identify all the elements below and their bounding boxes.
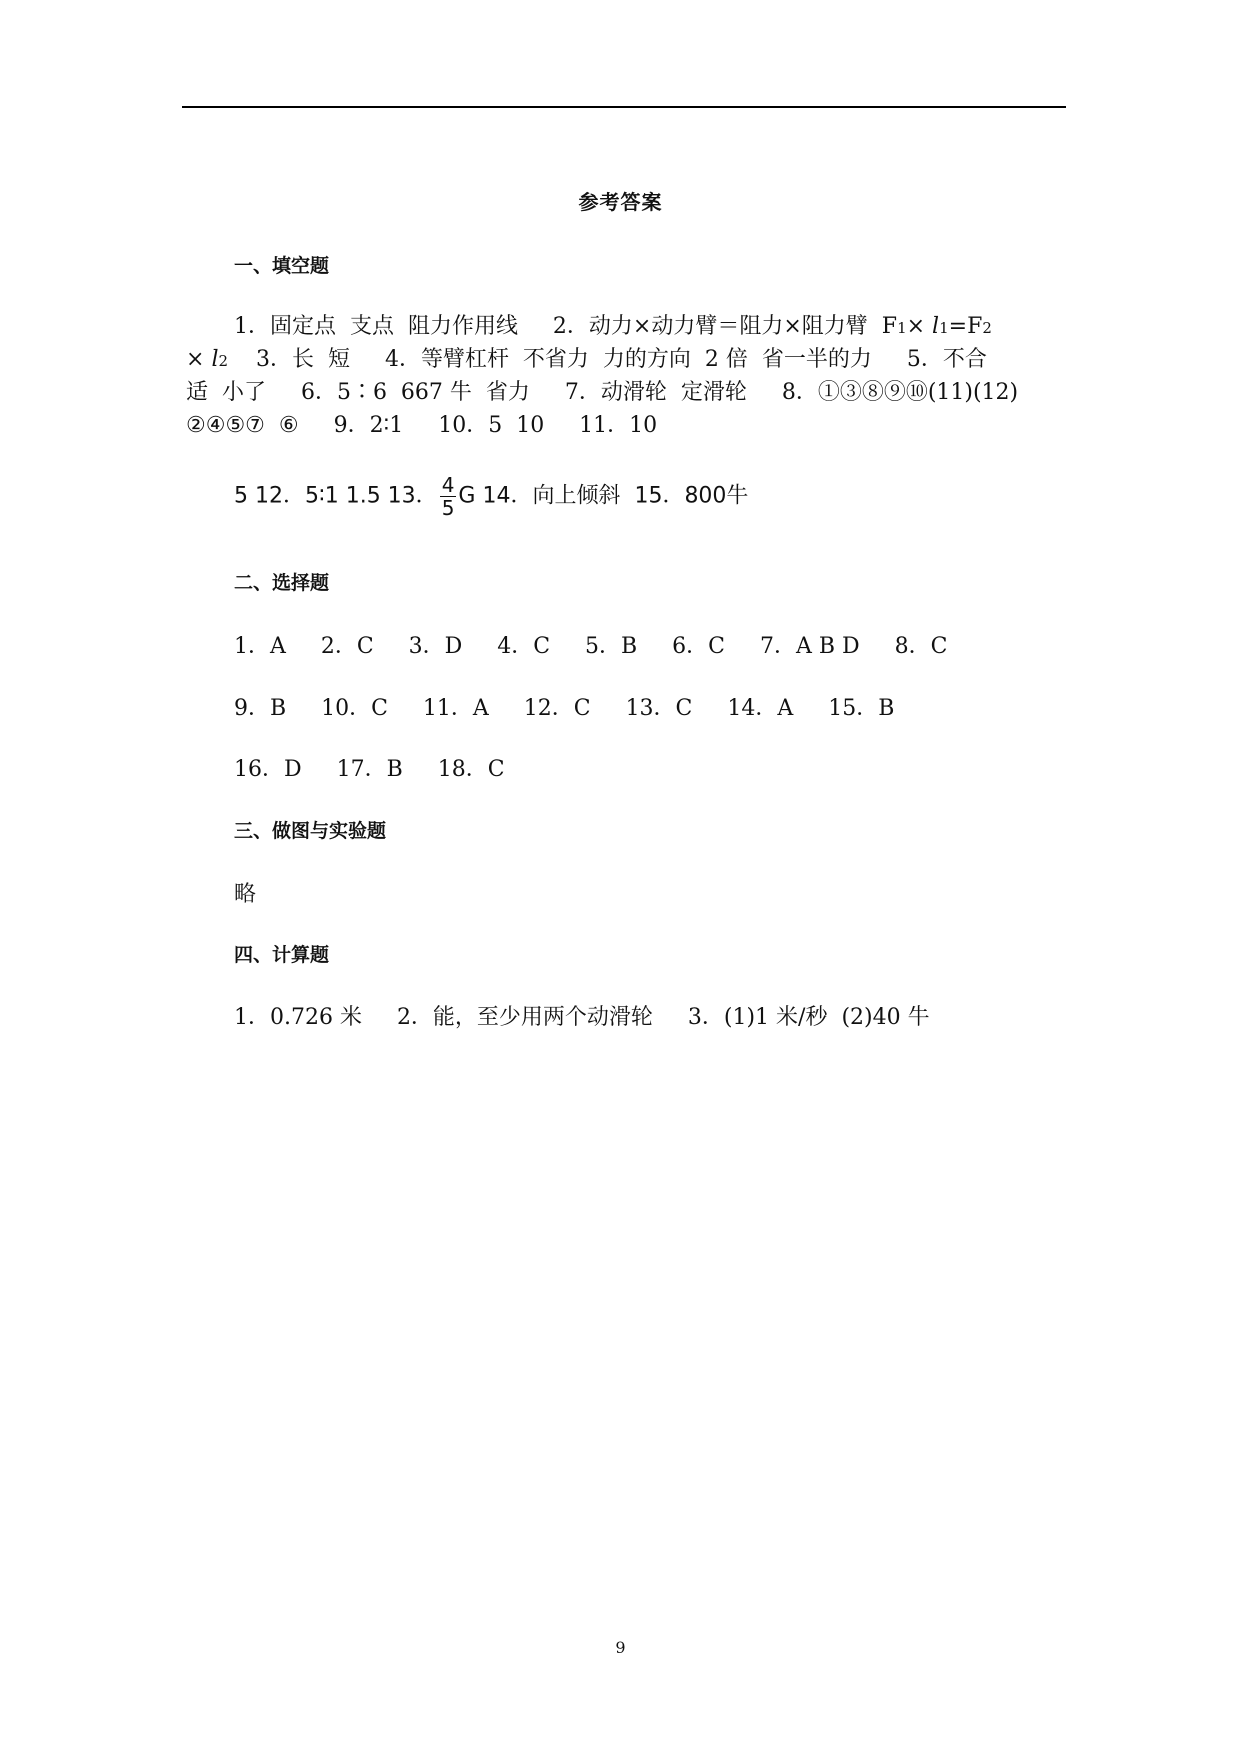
section-heading-drawing-experiment: 三、做图与实验题 [234,820,387,842]
choice-answer-row-3: 16．D 17．B 18．C [234,757,505,782]
line2-text: 3．长 短 4．等臂杠杆 不省力 力的方向 2 倍 省一半的力 5．不合 [228,347,987,372]
times-sign: × [906,314,933,339]
fill-answer-line-3: 适 小了 6．5∶6 667 牛 省力 7．动滑轮 定滑轮 8．①③⑧⑨⑩(11)(12) [186,380,1019,405]
section-heading-multiple-choice: 二、选择题 [234,572,330,594]
choice-answer-row-2: 9．B 10．C 11．A 12．C 13．C 14．A 15．B [234,696,895,721]
section-heading-calculation: 四、计算题 [234,944,330,966]
fill-answer-line-5 [234,474,748,519]
fraction-denominator: 5 [441,496,455,520]
fill-answer-line-2 [186,342,1066,373]
calculation-answers: 1．0.726 米 2．能，至少用两个动滑轮 3．(1)1 米/秒 (2)40 牛 [234,1005,930,1030]
fraction-numerator: 4 [441,473,455,497]
l1-symbol: l [932,314,940,339]
page-title: 参考答案 [578,190,663,214]
f2-subscript: 2 [982,319,992,337]
header-rule [182,106,1066,108]
page-number: 9 [615,1638,626,1657]
fraction [440,474,457,519]
drawing-answer: 略 [234,882,257,907]
times-sign: × [186,347,212,372]
l1-subscript: 1 [939,319,949,337]
line5-text-a: 5 12．5∶1 1.5 13． [234,483,438,509]
equals-f: =F [948,314,983,339]
fill-answer-line-1 [234,309,992,340]
l2-symbol: l [211,347,219,372]
f1-subscript: 1 [897,319,907,337]
section-heading-fill-in: 一、填空题 [234,255,330,277]
choice-answer-row-1: 1．A 2．C 3．D 4．C 5．B 6．C 7．A B D 8．C [234,634,948,659]
fill-answer-line-4: ②④⑤⑦ ⑥ 9．2∶1 10．5 10 11．10 [186,413,658,438]
line1-text: 1．固定点 支点 阻力作用线 2．动力×动力臂＝阻力×阻力臂 F [234,314,898,339]
line5-text-b: G 14．向上倾斜 15．800牛 [458,483,749,509]
l2-subscript: 2 [218,352,229,370]
